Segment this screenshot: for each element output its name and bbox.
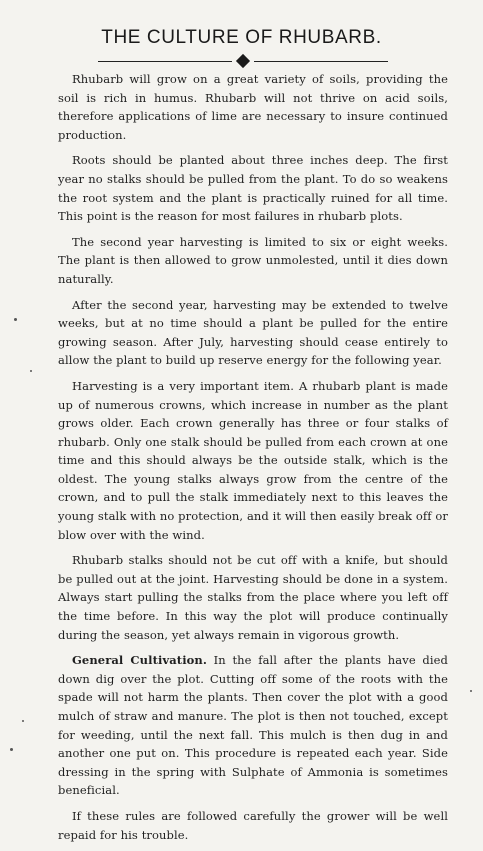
scan-speck [22, 720, 24, 722]
paragraph [58, 377, 448, 544]
paragraph [58, 807, 448, 844]
scan-speck [10, 748, 13, 751]
diamond-icon [236, 54, 250, 68]
paragraph-text: Harvesting is a very important item. A rhubarb plant is made up of numerous crowns, which increase in number as the plant grows older. Each crown generally has three or four stalks of rhubarb. Only one stalk should be pulled from each crown at one time and this should always be the outside stalk, which is the oldest. The young stalks always grow from the centre of the crown, and to pull the stalk immediately next to this leaves the young stalk with no protection, and it will then easily break off or blow over with the wind. [58, 378, 448, 542]
paragraph [58, 296, 448, 370]
scan-speck [470, 690, 472, 692]
scan-speck [30, 370, 32, 372]
section-heading: General Cultivation. [72, 653, 207, 668]
paragraph-text: Rhubarb stalks should not be cut off with a knife, but should be pulled out at the joint. Harvesting should be done in a system. Always start pulling the stalks from the place where you left off the time before. In this way the plot will produce continually during the season, yet always remain in vigorous growth. [58, 553, 448, 642]
paragraph [58, 151, 448, 225]
title-ornament [98, 56, 388, 68]
ornament-line-right [254, 61, 388, 62]
paragraph-text: Roots should be planted about three inches deep. The first year no stalks should be pulled from the plant. To do so weakens the root system and the plant is practically ruined for all time. This point is the reason for most failures in rhubarb plots. [58, 153, 448, 224]
paragraph [58, 551, 448, 644]
ornament-line-left [98, 61, 232, 62]
paragraph-text: Rhubarb will grow on a great variety of soils, providing the soil is rich in humus. Rhubarb will not thrive on acid soils, therefore applications of lime are necessary to insure continued production. [58, 72, 448, 142]
scan-speck [14, 318, 17, 321]
paragraph-text: In the fall after the plants have died down dig over the plot. Cutting off some of the roots with the spade will not harm the plants. Then cover the plot with a good mulch of straw and manure. The plot is then not touched, except for weeding, until the next fall. This mulch is then dug in and another one put on. This procedure is repeated each year. Side dressing in the spring with Sulphate of Ammonia is sometimes beneficial. [58, 653, 448, 798]
article-body [58, 70, 448, 851]
page-title: THE CULTURE OF RHUBARB. [101, 27, 382, 48]
closing-text: If these rules are followed carefully the grower will be well repaid for his trouble. [58, 808, 448, 842]
paragraph [58, 233, 448, 289]
paragraph [58, 70, 448, 144]
paragraph-text: The second year harvesting is limited to six or eight weeks. The plant is then allowed to grow unmolested, until it dies down naturally. [58, 234, 448, 286]
paragraph-text: After the second year, harvesting may be extended to twelve weeks, but at no time should a plant be pulled for the entire growing season. After July, harvesting should cease entirely to allow the plant to build up reserve energy for the following year. [58, 297, 448, 368]
paragraph [58, 651, 448, 800]
